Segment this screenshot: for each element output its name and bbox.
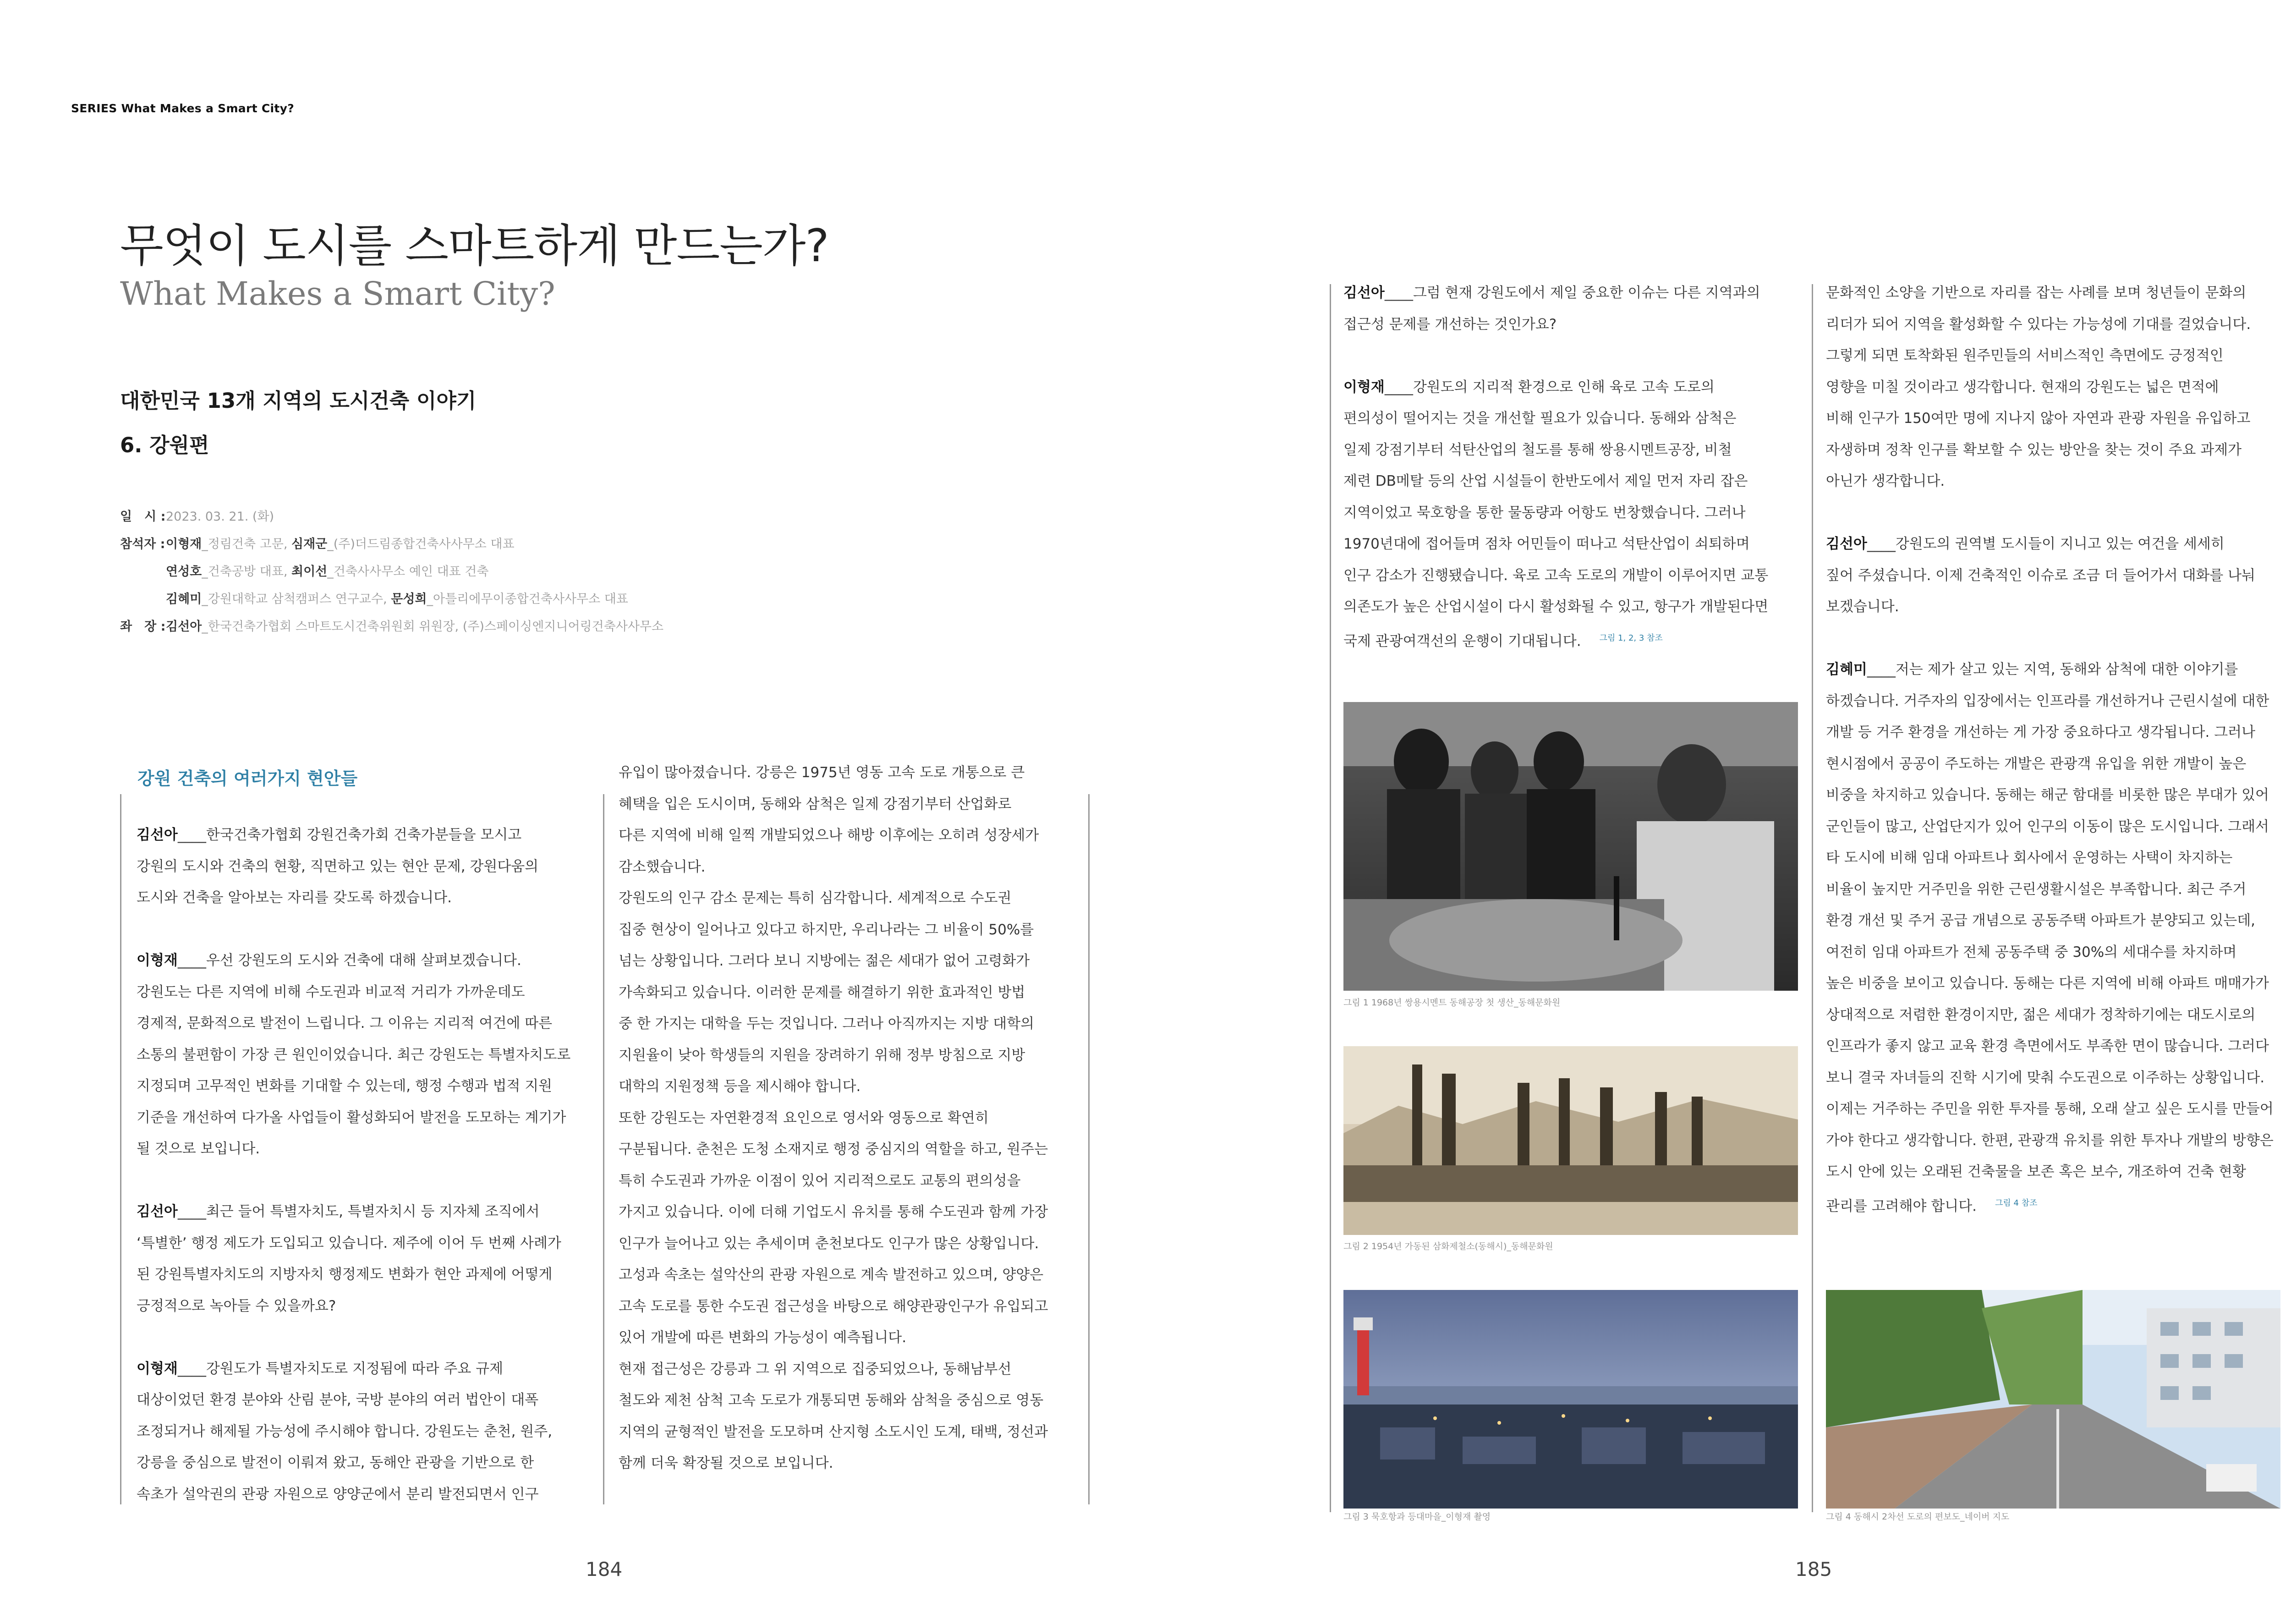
participant-desc: _아틀리에무이종합건축사사무소 대표 bbox=[427, 592, 628, 606]
line-text: 가속화되고 있습니다. 이러한 문제를 해결하기 위한 효과적인 방법 bbox=[619, 984, 1025, 1001]
speaker-name: 이형재 bbox=[1343, 379, 1385, 395]
line-text: ____우선 강원도의 도시와 건축에 대해 살펴보겠습니다. bbox=[177, 952, 521, 969]
text-line bbox=[1826, 1093, 2274, 1125]
line-text: 특히 수도권과 가까운 이점이 있어 지리적으로도 교통의 편의성을 bbox=[619, 1172, 1021, 1189]
line-text: 함께 더욱 확장될 것으로 보입니다. bbox=[619, 1455, 833, 1471]
text-line bbox=[1826, 1062, 2274, 1094]
text-line bbox=[619, 1291, 1048, 1322]
text-line bbox=[619, 1385, 1048, 1416]
line-text: ‘특별한’ 행정 제도가 도입되고 있습니다. 제주에 이어 두 번째 사례가 bbox=[137, 1234, 561, 1251]
line-text: 중 한 가지는 대학을 두는 것입니다. 그러나 아직까지는 지방 대학의 bbox=[619, 1015, 1035, 1032]
line-text: 지역이었고 묵호항을 통한 물동량과 어항도 번창했습니다. 그러나 bbox=[1343, 504, 1746, 521]
participant-desc: _건축사사무소 예인 대표 건축 bbox=[327, 565, 489, 579]
line-text: 환경 개선 및 주거 공급 개념으로 공동주택 아파트가 분양되고 있는데, bbox=[1826, 912, 2256, 929]
line-text: 가야 한다고 생각합니다. 한편, 관광객 유치를 위한 투자나 개발의 방향은 bbox=[1826, 1132, 2274, 1149]
line-text: 긍정적으로 녹아들 수 있을까요? bbox=[137, 1297, 336, 1314]
text-line bbox=[137, 1479, 570, 1510]
line-text: 된 강원특별자치도의 지방자치 행정제도 변화가 현안 과제에 어떻게 bbox=[137, 1266, 553, 1283]
speaker-name: 김선아 bbox=[1343, 285, 1385, 301]
line-text: 넘는 상황입니다. 그러다 보니 지방에는 젊은 세대가 없어 고령화가 bbox=[619, 953, 1030, 969]
line-text: 소통의 불편함이 가장 큰 원인이었습니다. 최근 강원도는 특별자치도로 bbox=[137, 1046, 571, 1063]
text-line bbox=[1826, 654, 2274, 686]
text-line bbox=[619, 883, 1048, 914]
text-line bbox=[619, 945, 1048, 977]
meta-date: 2023. 03. 21. (화) bbox=[166, 510, 274, 524]
text-line bbox=[1826, 277, 2274, 309]
line-text: 관리를 고려해야 합니다. bbox=[1826, 1197, 1977, 1214]
text-line bbox=[619, 820, 1048, 851]
line-text: 될 것으로 보입니다. bbox=[137, 1141, 260, 1157]
text-line bbox=[619, 1165, 1048, 1197]
participant-name: 문성희 bbox=[391, 592, 427, 606]
text-line bbox=[1826, 528, 2274, 560]
line-text: 집중 현상이 일어나고 있다고 하지만, 우리나라는 그 비율이 50%를 bbox=[619, 921, 1034, 938]
text-line bbox=[619, 1008, 1048, 1040]
line-text: 리더가 되어 지역을 활성화할 수 있다는 가능성에 기대를 걸었습니다. bbox=[1826, 316, 2251, 333]
line-text: 혜택을 입은 도시이며, 동해와 삼척은 일제 강점기부터 산업화로 bbox=[619, 796, 1012, 812]
line-text: 고성과 속초는 설악산의 관광 자원으로 계속 발전하고 있으며, 양양은 bbox=[619, 1267, 1044, 1283]
meta-date-label: 일 시 : bbox=[120, 510, 166, 524]
line-text: 고속 도로를 통한 수도권 접근성을 바탕으로 해양관광인구가 유입되고 bbox=[619, 1298, 1048, 1315]
text-line bbox=[137, 1416, 570, 1448]
text-line bbox=[1826, 779, 2274, 811]
text-line bbox=[619, 757, 1048, 789]
line-text: 그렇게 되면 토착화된 원주민들의 서비스적인 측면에도 긍정적인 bbox=[1826, 347, 2224, 364]
meta-chair-label: 좌 장 : bbox=[120, 620, 166, 634]
text-line bbox=[1343, 434, 1768, 466]
text-line bbox=[1826, 309, 2274, 340]
line-text: 아닌가 생각합니다. bbox=[1826, 473, 1945, 489]
line-text: 대상이었던 환경 분야와 산림 분야, 국방 분야의 여러 법안이 대폭 bbox=[137, 1392, 539, 1408]
photo-mukho-port-image bbox=[1343, 1290, 1798, 1509]
speaker-name: 이형재 bbox=[137, 952, 178, 969]
line-text: 또한 강원도는 자연환경적 요인으로 영서와 영동으로 확연히 bbox=[619, 1109, 989, 1126]
text-line bbox=[619, 1322, 1048, 1354]
line-text: 비해 인구가 150여만 명에 지나지 않아 자연과 관광 자원을 유입하고 bbox=[1826, 410, 2251, 427]
text-line bbox=[1343, 623, 1768, 657]
line-text: 보겠습니다. bbox=[1826, 598, 1899, 615]
caption-fig3: 그림 3 묵호항과 등대마을_이형재 촬영 bbox=[1343, 1512, 1491, 1522]
text-line bbox=[619, 789, 1048, 820]
text-line bbox=[137, 945, 570, 977]
caption-fig1: 그림 1 1968년 쌍용시멘트 동해공장 첫 생산_동해문화원 bbox=[1343, 998, 1561, 1008]
text-line bbox=[1826, 466, 2274, 497]
paragraph-gap bbox=[137, 1165, 570, 1196]
text-line bbox=[137, 1102, 570, 1134]
text-line bbox=[1826, 1188, 2274, 1222]
text-line bbox=[1826, 591, 2274, 623]
participant-name: 심재군 bbox=[291, 537, 328, 551]
line-text: 경제적, 문화적으로 발전이 느립니다. 그 이유는 지리적 여건에 따른 bbox=[137, 1015, 553, 1031]
line-text: 비중을 차지하고 있습니다. 동해는 해군 함대를 비롯한 많은 부대가 있어 bbox=[1826, 787, 2269, 803]
meta-block bbox=[120, 503, 663, 641]
text-line bbox=[619, 1259, 1048, 1291]
line-text: 강릉을 중심으로 발전이 이뤄져 왔고, 동해안 관광을 기반으로 한 bbox=[137, 1454, 534, 1471]
line-text: 제련 DB메탈 등의 산업 시설들이 한반도에서 제일 먼저 자리 잡은 bbox=[1343, 473, 1748, 489]
meta-date-row bbox=[120, 503, 663, 531]
text-line bbox=[137, 819, 570, 851]
line-text: 의존도가 높은 산업시설이 다시 활성화될 수 있고, 항구가 개발된다면 bbox=[1343, 598, 1769, 615]
line-text: 지정되며 고무적인 변화를 기대할 수 있는데, 행정 수행과 법적 지원 bbox=[137, 1078, 553, 1094]
line-text: 기준을 개선하여 다가올 사업들이 활성화되어 발전을 도모하는 계기가 bbox=[137, 1109, 566, 1126]
text-line bbox=[137, 977, 570, 1008]
text-column-4 bbox=[1826, 277, 2274, 1222]
text-line bbox=[1343, 277, 1768, 309]
series-label: SERIES What Makes a Smart City? bbox=[71, 102, 295, 115]
text-line bbox=[137, 1384, 570, 1416]
article-subtitle: 대한민국 13개 지역의 도시건축 이야기 bbox=[120, 389, 477, 413]
text-line bbox=[619, 1228, 1048, 1260]
paragraph-gap bbox=[1826, 623, 2274, 654]
photo-donghae-road-image bbox=[1826, 1290, 2280, 1509]
meta-participants-row bbox=[120, 586, 663, 613]
page-number-left: 184 bbox=[586, 1558, 623, 1580]
paragraph-gap bbox=[137, 914, 570, 945]
line-text: 하겠습니다. 거주자의 입장에서는 인프라를 개선하거나 근린시설에 대한 bbox=[1826, 692, 2269, 709]
line-text: 높은 비중을 보이고 있습니다. 동해는 다른 지역에 비해 아파트 매매가가 bbox=[1826, 975, 2269, 992]
meta-participants-row bbox=[120, 531, 663, 558]
caption-fig4: 그림 4 동해시 2차선 도로의 편보도_네이버 지도 bbox=[1826, 1512, 2010, 1522]
line-text: 속초가 설악권의 관광 자원으로 양양군에서 분리 발전되면서 인구 bbox=[137, 1486, 539, 1503]
line-text: 다른 지역에 비해 일찍 개발되었으나 해방 이후에는 오히려 성장세가 bbox=[619, 827, 1039, 844]
line-text: 인프라가 좋지 않고 교육 환경 측면에서도 부족한 면이 많습니다. 그러다 bbox=[1826, 1038, 2269, 1054]
text-line bbox=[1826, 434, 2274, 466]
line-text: 강원도는 다른 지역에 비해 수도권과 비교적 거리가 가까운데도 bbox=[137, 983, 525, 1000]
line-text: ____강원도의 지리적 환경으로 인해 육로 고속 도로의 bbox=[1384, 379, 1715, 395]
text-line bbox=[619, 1448, 1048, 1479]
participant-name: 연성호 bbox=[166, 565, 202, 579]
text-line bbox=[1826, 717, 2274, 748]
line-text: 도시와 건축을 알아보는 자리를 갖도록 하겠습니다. bbox=[137, 889, 452, 906]
text-line bbox=[619, 1040, 1048, 1071]
line-text: 현재 접근성은 강릉과 그 위 지역으로 집중되었으나, 동해남부선 bbox=[619, 1361, 1012, 1377]
column-rule bbox=[120, 794, 121, 1504]
page-number-right: 185 bbox=[1795, 1558, 1832, 1580]
text-line bbox=[1343, 372, 1768, 403]
line-text: ____강원도의 권역별 도시들이 지니고 있는 여건을 세세히 bbox=[1867, 536, 2225, 552]
speaker-name: 김혜미 bbox=[1826, 661, 1867, 678]
line-text: ____그럼 현재 강원도에서 제일 중요한 이슈는 다른 지역과의 bbox=[1384, 285, 1760, 301]
photo-mukho-port bbox=[1343, 1290, 1798, 1509]
line-text: ____강원도가 특별자치도로 지정됨에 따라 주요 규제 bbox=[177, 1360, 504, 1377]
line-text: ____한국건축가협회 강원건축가회 건축가분들을 모시고 bbox=[177, 827, 522, 843]
meta-participants-label: 참석자 : bbox=[120, 537, 165, 551]
column-rule bbox=[1330, 284, 1331, 1512]
page-title-english: What Makes a Smart City? bbox=[120, 275, 555, 313]
line-text: 현시점에서 공공이 주도하는 개발은 관광객 유입을 위한 개발이 높은 bbox=[1826, 755, 2247, 772]
text-line bbox=[137, 1353, 570, 1385]
text-line bbox=[1343, 309, 1768, 340]
text-line bbox=[619, 1196, 1048, 1228]
line-text: 개발 등 거주 환경을 개선하는 게 가장 중요하다고 생각됩니다. 그러나 bbox=[1826, 724, 2256, 741]
line-text: ____저는 제가 살고 있는 지역, 동해와 삼척에 대한 이야기를 bbox=[1867, 661, 2238, 678]
page-title: 무엇이 도시를 스마트하게 만드는가? bbox=[120, 220, 829, 272]
meta-participants-row bbox=[120, 558, 663, 586]
text-line bbox=[1343, 560, 1768, 592]
text-line bbox=[137, 1196, 570, 1228]
text-column-1 bbox=[137, 819, 570, 1510]
photo-cement-factory bbox=[1343, 702, 1798, 991]
text-line bbox=[619, 1071, 1048, 1103]
text-line bbox=[619, 914, 1048, 946]
speaker-name: 김선아 bbox=[137, 827, 178, 843]
line-text: 이제는 거주하는 주민을 위한 투자를 통해, 오래 살고 싶은 도시를 만들어 bbox=[1826, 1101, 2274, 1117]
text-line bbox=[1826, 811, 2274, 843]
column-rule bbox=[603, 794, 604, 1504]
line-text: 편의성이 떨어지는 것을 개선할 필요가 있습니다. 동해와 삼척은 bbox=[1343, 410, 1737, 427]
line-text: 강원도의 인구 감소 문제는 특히 심각합니다. 세계적으로 수도권 bbox=[619, 890, 1012, 906]
line-text: 영향을 미칠 것이라고 생각합니다. 현재의 강원도는 넓은 면적에 bbox=[1826, 379, 2219, 395]
speaker-name: 김선아 bbox=[1826, 536, 1867, 552]
text-line bbox=[1826, 968, 2274, 999]
text-line bbox=[619, 1134, 1048, 1165]
participant-desc: _강원대학교 삼척캠퍼스 연구교수, bbox=[202, 592, 387, 606]
photo-donghae-road bbox=[1826, 1290, 2280, 1509]
line-text: 접근성 문제를 개선하는 것인가요? bbox=[1343, 316, 1557, 333]
column-rule bbox=[1088, 794, 1090, 1504]
line-text: 일제 강점기부터 석탄산업의 철도를 통해 쌍용시멘트공장, 비철 bbox=[1343, 441, 1732, 458]
text-line bbox=[1343, 528, 1768, 560]
text-line bbox=[137, 1259, 570, 1290]
participant-desc: _정림건축 고문, bbox=[202, 537, 288, 551]
line-text: 대학의 지원정책 등을 제시해야 합니다. bbox=[619, 1078, 861, 1095]
text-line bbox=[1343, 403, 1768, 434]
line-text: 짚어 주셨습니다. 이제 건축적인 이슈로 조금 더 들어가서 대화를 나눠 bbox=[1826, 567, 2256, 584]
text-line bbox=[1826, 340, 2274, 372]
line-text: 지원율이 낮아 학생들의 지원을 장려하기 위해 정부 방침으로 지방 bbox=[619, 1047, 1025, 1064]
line-text: 군인들이 많고, 산업단지가 있어 인구의 이동이 많은 도시입니다. 그래서 bbox=[1826, 818, 2269, 835]
column-rule bbox=[1812, 284, 1813, 1512]
photo-steel-mill-image bbox=[1343, 1046, 1798, 1235]
line-text: 도시 안에 있는 오래된 건축물을 보존 혹은 보수, 개조하여 건축 현황 bbox=[1826, 1163, 2246, 1180]
line-text: 가지고 있습니다. 이에 더해 기업도시 유치를 통해 수도권과 함께 가장 bbox=[619, 1204, 1048, 1220]
speaker-name: 김선아 bbox=[137, 1203, 178, 1220]
caption-fig2: 그림 2 1954년 가동된 삼화제철소(동해시)_동해문화원 bbox=[1343, 1241, 1553, 1251]
figure-reference: 그림 4 참조 bbox=[1995, 1198, 2038, 1208]
text-line bbox=[1826, 905, 2274, 937]
text-line bbox=[137, 1070, 570, 1102]
text-line bbox=[619, 1103, 1048, 1134]
line-text: 강원의 도시와 건축의 현황, 직면하고 있는 현안 문제, 강원다움의 bbox=[137, 858, 539, 875]
line-text: 지역의 균형적인 발전을 도모하며 산지형 소도시인 도계, 태백, 정선과 bbox=[619, 1423, 1048, 1440]
line-text: 인구 감소가 진행됐습니다. 육로 고속 도로의 개발이 이루어지면 교통 bbox=[1343, 567, 1769, 584]
section-heading: 강원 건축의 여러가지 현안들 bbox=[137, 768, 358, 789]
text-line bbox=[1826, 403, 2274, 434]
line-text: 문화적인 소양을 기반으로 자리를 잡는 사례를 보며 청년들이 문화의 bbox=[1826, 285, 2247, 301]
line-text: 여전히 임대 아파트가 전체 공동주택 중 30%의 세대수를 차지하며 bbox=[1826, 944, 2237, 960]
text-line bbox=[137, 1228, 570, 1259]
line-text: 1970년대에 접어들며 점차 어민들이 떠나고 석탄산업이 쇠퇴하며 bbox=[1343, 536, 1750, 552]
text-line bbox=[1343, 497, 1768, 529]
text-line bbox=[1826, 1031, 2274, 1062]
text-line bbox=[1826, 874, 2274, 905]
text-line bbox=[137, 1133, 570, 1165]
line-text: 인구가 늘어나고 있는 추세이며 춘천보다도 인구가 많은 상황입니다. bbox=[619, 1235, 1039, 1252]
line-text: 있어 개발에 따른 변화의 가능성이 예측됩니다. bbox=[619, 1329, 907, 1346]
text-line bbox=[1826, 372, 2274, 403]
paragraph-gap bbox=[1343, 340, 1768, 372]
text-line bbox=[137, 1290, 570, 1322]
line-text: 상대적으로 저렴한 환경이지만, 젊은 세대가 정착하기에는 대도시로의 bbox=[1826, 1006, 2256, 1023]
text-line bbox=[1826, 1125, 2274, 1157]
line-text: 보니 결국 자녀들의 진학 시기에 맞춰 수도권으로 이주하는 상황입니다. bbox=[1826, 1069, 2265, 1086]
line-text: 유입이 많아졌습니다. 강릉은 1975년 영동 고속 도로 개통으로 큰 bbox=[619, 764, 1025, 781]
text-line bbox=[137, 1039, 570, 1071]
text-line bbox=[619, 977, 1048, 1009]
line-text: 구분됩니다. 춘천은 도청 소재지로 행정 중심지의 역할을 하고, 원주는 bbox=[619, 1141, 1048, 1158]
text-line bbox=[619, 1416, 1048, 1448]
text-line bbox=[1826, 842, 2274, 874]
paragraph-gap bbox=[137, 1322, 570, 1353]
line-text: 비율이 높지만 거주민을 위한 근린생활시설은 부족합니다. 최근 주거 bbox=[1826, 881, 2247, 898]
paragraph-gap bbox=[1826, 497, 2274, 529]
text-line bbox=[1343, 591, 1768, 623]
participant-name: 김혜미 bbox=[166, 592, 202, 606]
meta-chair-row bbox=[120, 613, 663, 641]
figure-reference: 그림 1, 2, 3 참조 bbox=[1599, 633, 1663, 643]
speaker-name: 이형재 bbox=[137, 1360, 178, 1377]
text-line bbox=[1826, 560, 2274, 592]
participant-desc: _(주)더드림종합건축사사무소 대표 bbox=[327, 537, 515, 551]
participant-name: 이형재 bbox=[166, 537, 202, 551]
text-line bbox=[137, 851, 570, 883]
text-line bbox=[1826, 748, 2274, 780]
text-line bbox=[1826, 686, 2274, 717]
participant-name: 최이선 bbox=[291, 565, 328, 579]
text-line bbox=[1826, 937, 2274, 968]
text-line bbox=[137, 1008, 570, 1039]
line-text: 자생하며 정착 인구를 확보할 수 있는 방안을 찾는 것이 주요 과제가 bbox=[1826, 441, 2242, 458]
text-line bbox=[137, 882, 570, 914]
line-text: 철도와 제천 삼척 고속 도로가 개통되면 동해와 삼척을 중심으로 영동 bbox=[619, 1392, 1044, 1409]
text-line bbox=[137, 1447, 570, 1479]
line-text: 국제 관광여객선의 운행이 기대됩니다. bbox=[1343, 632, 1581, 649]
text-line bbox=[619, 851, 1048, 883]
participant-desc: _건축공방 대표, bbox=[202, 565, 288, 579]
photo-steel-mill bbox=[1343, 1046, 1798, 1235]
text-column-2 bbox=[619, 757, 1048, 1479]
text-line bbox=[1826, 999, 2274, 1031]
text-line bbox=[619, 1354, 1048, 1385]
chair-desc: _한국건축가협회 스마트도시건축위원회 위원장, (주)스페이싱엔지니어링건축사사무소 bbox=[202, 620, 664, 634]
line-text: ____최근 들어 특별자치도, 특별자치시 등 지자체 조직에서 bbox=[177, 1203, 540, 1220]
line-text: 타 도시에 비해 임대 아파트나 회사에서 운영하는 사택이 차지하는 bbox=[1826, 850, 2233, 866]
article-part-title: 6. 강원편 bbox=[120, 433, 209, 457]
chair-name: 김선아 bbox=[166, 620, 202, 634]
text-column-3 bbox=[1343, 277, 1768, 657]
text-line bbox=[1343, 466, 1768, 497]
text-line bbox=[1826, 1156, 2274, 1188]
photo-cement-factory-image bbox=[1343, 702, 1798, 991]
line-text: 감소했습니다. bbox=[619, 858, 706, 875]
line-text: 조정되거나 해제될 가능성에 주시해야 합니다. 강원도는 춘천, 원주, bbox=[137, 1423, 553, 1440]
